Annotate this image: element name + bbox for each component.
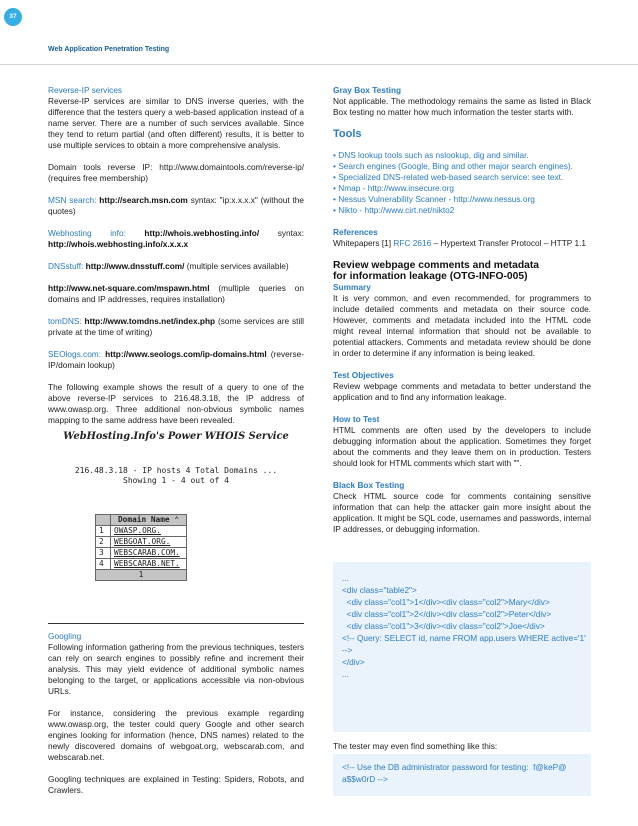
row-number: 4 xyxy=(96,559,111,570)
whois-domain-table xyxy=(95,514,187,581)
gray-box-paragraph xyxy=(333,85,591,118)
code-line: <div class="table2"> xyxy=(342,585,417,595)
row-number: 3 xyxy=(96,548,111,559)
whitepapers-rest: – Hypertext Transfer Protocol – HTTP 1.1 xyxy=(431,238,587,248)
code-line: <!-- Query: SELECT id, name FROM app.users WHERE active='1' xyxy=(342,633,586,643)
tools-list xyxy=(333,150,591,216)
msn-link[interactable]: http://search.msn.com xyxy=(99,195,188,205)
seologs-link[interactable]: http://www.seologs.com/ip-domains.html xyxy=(105,349,267,359)
objectives-heading: Test Objectives xyxy=(333,370,394,380)
domain-cell xyxy=(111,559,187,570)
code-block-2 xyxy=(333,754,591,796)
whois-host-count: 216.48.3.18 - IP hosts 4 Total Domains ... xyxy=(74,466,278,475)
domain-cell xyxy=(111,526,187,537)
code-line: <div class="col1">2</div><div class="col2">Peter</div> xyxy=(342,609,552,619)
header-divider xyxy=(0,64,638,65)
domain-cell xyxy=(111,537,187,548)
netsquare-rest: (multiple queries on domains and IP addresses, requires installation) xyxy=(48,283,304,304)
section-title xyxy=(333,260,591,282)
tools-heading: Tools xyxy=(333,128,362,140)
blackbox-text: Check HTML source code for comments containing sensitive information that can help the attacker gain more insight about the application. It might be SQL code, usernames and passwords, internal IP addresses, or debugging information. xyxy=(333,491,591,534)
googling-text: Following information gathering from the previous techniques, testers can rely on search engines to possibly refine and increment their analysis. This may yield evidence of additional symbolic names belonging to the target, or applications accessible via non-obvious URLs. xyxy=(48,642,304,696)
webhosting-label: Webhosting info: xyxy=(48,228,126,238)
code-line: --> xyxy=(342,645,353,655)
gray-box-text: Not applicable. The methodology remains the same as listed in Black Box testing no matter how much information the tester starts with. xyxy=(333,96,591,117)
table-row xyxy=(96,548,187,559)
msn-label: MSN search: xyxy=(48,195,97,205)
domain-column-header[interactable]: Domain Name ⌃ xyxy=(111,515,187,526)
references-paragraph xyxy=(333,227,591,249)
objectives-text: Review webpage comments and metadata to better understand the application and to find any information leakage. xyxy=(333,381,591,402)
code-line: a$$w0rD --> xyxy=(342,774,388,784)
webhosting-link-2[interactable]: http://whois.webhosting.info/x.x.x.x xyxy=(48,239,189,249)
webhosting-mid: syntax: xyxy=(259,228,305,238)
googling-paragraph xyxy=(48,631,304,697)
msn-paragraph xyxy=(48,195,304,217)
code-line: ... xyxy=(342,573,349,583)
instance-paragraph: For instance, considering the previous example regarding www.owasp.org, the tester could query Google and other search engines looking for information (hence, DNS names) related to the newly discovered domains of webgoat.org, webscarab.com, and webscarab.net. xyxy=(48,708,304,762)
whitepapers-prefix: Whitepapers [1] xyxy=(333,238,394,248)
dnsstuff-paragraph xyxy=(48,261,304,272)
code-line: </div> xyxy=(342,657,365,667)
table-row xyxy=(96,559,187,570)
figure-divider xyxy=(48,623,304,624)
dnsstuff-rest: (multiple services available) xyxy=(184,261,289,271)
domain-link[interactable]: WEBSCARAB.COM. xyxy=(114,548,180,557)
code-block xyxy=(333,562,591,732)
example-paragraph: The following example shows the result of a query to one of the above reverse-IP services to 216.48.3.18, the IP address of www.owasp.org. Three additional non-obvious symbolic names mapping to the same address have been revealed. xyxy=(48,382,304,425)
section-title-line-1: Review webpage comments and metadata xyxy=(333,260,540,271)
gray-box-heading: Gray Box Testing xyxy=(333,85,402,95)
reverse-ip-paragraph xyxy=(48,85,304,151)
whois-title: WebHosting.Info's Power WHOIS Service xyxy=(63,431,289,442)
row-number: 1 xyxy=(96,526,111,537)
running-title: Web Application Penetration Testing xyxy=(48,46,170,53)
howto-heading: How to Test xyxy=(333,414,380,424)
table-row xyxy=(96,526,187,537)
domain-tools-paragraph: Domain tools reverse IP: http://www.domaintools.com/reverse-ip/ (requires free membership) xyxy=(48,162,304,183)
seologs-paragraph xyxy=(48,349,304,371)
list-item[interactable]: • Nikto - http://www.cirt.net/nikto2 xyxy=(333,205,591,216)
left-column xyxy=(48,85,304,807)
msn-rest: syntax: "ip:x.x.x.x" (without the quotes) xyxy=(48,195,304,216)
summary-paragraph xyxy=(333,282,591,359)
list-item[interactable]: • Nessus Vulnerability Scanner - http://www.nessus.org xyxy=(333,194,591,205)
dnsstuff-link[interactable]: http://www.dnsstuff.com/ xyxy=(85,261,185,271)
whois-host-line xyxy=(48,466,304,486)
table-row xyxy=(96,537,187,548)
howto-paragraph xyxy=(333,414,591,469)
blackbox-heading: Black Box Testing xyxy=(333,480,405,490)
tomdns-link[interactable]: http://www.tomdns.net/index.php xyxy=(84,316,216,326)
webhosting-link[interactable]: http://whois.webhosting.info/ xyxy=(144,228,260,238)
webhosting-paragraph xyxy=(48,228,304,250)
right-column xyxy=(333,85,591,546)
netsquare-link[interactable]: http://www.net-square.com/mspawn.html xyxy=(48,283,210,293)
code-listing-2 xyxy=(333,754,591,795)
seologs-rest: (reverse-IP/domain lookup) xyxy=(48,349,304,370)
googling-refs-paragraph: Googling techniques are explained in Testing: Spiders, Robots, and Crawlers. xyxy=(48,774,304,795)
page-number: 37 xyxy=(4,8,22,26)
dnsstuff-label: DNSstuff: xyxy=(48,261,84,271)
section-title-line-2: for information leakage (OTG-INFO-005) xyxy=(333,271,528,282)
summary-heading: Summary xyxy=(333,282,371,292)
rfc-link[interactable]: RFC 2616 xyxy=(393,238,432,248)
domain-link[interactable]: WEBSCARAB.NET. xyxy=(114,559,180,568)
googling-heading: Googling xyxy=(48,631,82,641)
netsquare-paragraph xyxy=(48,283,304,305)
summary-text: It is very common, and even recommended, for programmers to include detailed comments and metadata on their source code. However, comments and metadata included into the HTML code might reveal internal information that should not be available to potential attackers. Comments and metadata review should be done in order to determine if any information is being leaked. xyxy=(333,293,591,358)
after-code-text: The tester may even find something like this: xyxy=(333,741,498,751)
tomdns-label: tomDNS: xyxy=(48,316,82,326)
row-number: 2 xyxy=(96,537,111,548)
domain-link[interactable]: WEBGOAT.ORG. xyxy=(114,537,171,546)
code-line: <div class="col1">1</div><div class="col2">Mary</div> xyxy=(342,597,550,607)
code-listing xyxy=(333,562,591,690)
whois-showing: Showing 1 - 4 out of 4 xyxy=(123,476,229,485)
code-line: <div class="col1">3</div><div class="col2">Joe</div> xyxy=(342,621,545,631)
pagination-page[interactable]: 1 xyxy=(96,570,187,581)
list-item: • Specialized DNS-related web-based search service: see text. xyxy=(333,172,591,183)
list-item: • Search engines (Google, Bing and other major search engines). xyxy=(333,161,591,172)
blackbox-paragraph xyxy=(333,480,591,535)
seologs-label: SEOlogs.com: xyxy=(48,349,102,359)
domain-cell xyxy=(111,548,187,559)
reverse-ip-heading: Reverse-IP services xyxy=(48,85,123,95)
tomdns-paragraph xyxy=(48,316,304,338)
code-line: <!-- Use the DB administrator password for testing: f@keP@ xyxy=(342,762,567,772)
reverse-ip-text: Reverse-IP services are similar to DNS inverse queries, with the difference that the testers query a web-based application instead of a name server. There are a number of such services available. Since they tend to return partial (and often different) results, it is better to use multiple services to obtain a more comprehensive analysis. xyxy=(48,96,304,150)
whois-screenshot xyxy=(48,431,304,631)
howto-text: HTML comments are often used by the developers to include debugging information about the application. Sometimes they forget about the comments and they leave them on in production. Testers should look for HTML comments which start with "". xyxy=(333,425,591,468)
tomdns-rest: (some services are still private at the time of writing) xyxy=(48,316,304,337)
domain-link[interactable]: OWASP.ORG. xyxy=(114,526,161,535)
code-line: ... xyxy=(342,669,349,679)
references-heading: References xyxy=(333,227,378,237)
table-corner xyxy=(96,515,111,526)
list-item[interactable]: • Nmap - http://www.insecure.org xyxy=(333,183,591,194)
objectives-paragraph xyxy=(333,370,591,403)
list-item: • DNS lookup tools such as nslookup, dig and similar. xyxy=(333,150,591,161)
